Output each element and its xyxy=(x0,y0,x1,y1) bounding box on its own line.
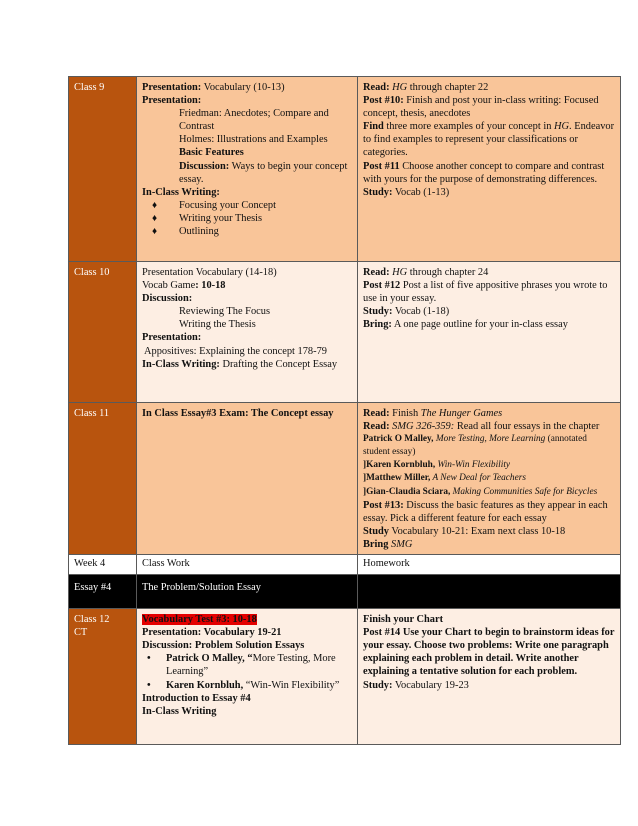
bold-text: Patrick O Malley, xyxy=(363,434,434,445)
text: through chapter 24 xyxy=(407,267,489,278)
bold-text: : 10-18 xyxy=(195,280,226,292)
line xyxy=(363,266,616,279)
text: Vocabulary 19-23 xyxy=(392,679,469,691)
indented-text: Reviewing The Focus xyxy=(179,306,271,318)
italic-text: More Testing, More Learning xyxy=(433,434,546,445)
text: Finish xyxy=(389,408,421,419)
italic-text: Making Communities Safe for Bicycles xyxy=(450,486,598,497)
text: Discuss the basic features as they appear in each essay. Pick a different feature for each essay xyxy=(363,499,608,524)
bold-text: ]Gian-Claudia Sciara, xyxy=(363,486,451,497)
essay-title: The Problem/Solution Essay xyxy=(137,575,358,609)
line xyxy=(142,331,353,344)
list-item xyxy=(142,652,353,678)
homework-cell xyxy=(358,609,621,745)
line xyxy=(363,420,616,433)
line xyxy=(363,279,616,305)
line xyxy=(363,613,616,626)
indented-text: Friedman: Anecdotes; Compare and Contrast xyxy=(179,108,329,133)
bold-text: Basic Features xyxy=(179,147,244,159)
course-schedule-table xyxy=(68,76,621,745)
line xyxy=(142,186,353,199)
table-row xyxy=(69,77,621,262)
bold-text: Presentation: xyxy=(142,82,202,93)
line xyxy=(142,94,353,107)
table-row xyxy=(69,575,621,609)
line: Presentation Vocabulary (14-18) xyxy=(142,267,277,278)
indented-text xyxy=(142,160,353,186)
list-item xyxy=(142,225,353,238)
line xyxy=(142,292,353,305)
essay-label: Essay #4 xyxy=(69,575,137,609)
bold-text: Study: xyxy=(363,186,393,198)
line xyxy=(142,358,353,371)
diamond-bullet-icon: ♦ xyxy=(152,226,158,238)
text: A one page outline for your in-class essay xyxy=(391,319,568,331)
line xyxy=(363,305,616,318)
list-item-text: Outlining xyxy=(179,226,219,238)
text: Vocabulary (10-13) xyxy=(201,82,285,93)
text: Vocab (1-18) xyxy=(392,306,450,318)
bold-text: Bring xyxy=(363,538,389,550)
text: Choose another concept to compare and contrast with yours for the purpose of demonstrating differences. xyxy=(363,160,605,185)
bold-text: In-Class Writing: xyxy=(142,186,220,198)
line xyxy=(142,705,353,718)
line xyxy=(363,407,616,420)
line xyxy=(363,486,616,499)
bold-text: Read: xyxy=(363,408,390,419)
text: through chapter 22 xyxy=(407,82,489,93)
text: Finish and post your in-class writing: Focused concept, thesis, anecdotes xyxy=(363,95,599,120)
class-work-cell xyxy=(137,609,358,745)
bold-text: ]Matthew Miller, xyxy=(363,473,431,484)
line xyxy=(363,81,616,94)
bold-text: Patrick O Malley, “ xyxy=(166,653,253,665)
bold-text: Discussion: xyxy=(142,293,193,305)
list-item-text: Focusing your Concept xyxy=(179,199,276,211)
italic-text: SMG xyxy=(388,538,413,550)
list-item-text: Writing your Thesis xyxy=(179,212,263,224)
bold-text: Presentation: xyxy=(142,95,202,107)
line xyxy=(142,639,353,652)
bold-text: Post #12 xyxy=(363,280,401,292)
italic-text: Win-Win Flexibility xyxy=(435,460,511,471)
line xyxy=(363,433,616,459)
homework-cell xyxy=(358,262,621,403)
bold-text: Read: xyxy=(363,267,390,278)
bold-text: Find xyxy=(363,121,384,133)
bold-text: In-Class Writing: xyxy=(142,358,220,370)
row-label xyxy=(69,609,137,745)
column-header: Class Work xyxy=(137,555,358,575)
text: Vocab Game xyxy=(142,280,196,292)
line xyxy=(142,81,353,94)
bold-text: Study xyxy=(363,525,389,537)
text: Drafting the Concept Essay xyxy=(219,358,338,370)
line xyxy=(363,120,616,159)
text: “Win-Win Flexibility” xyxy=(243,679,340,691)
table-row xyxy=(69,403,621,555)
line xyxy=(363,679,616,692)
indented-text xyxy=(142,146,353,159)
italic-text: HG xyxy=(554,121,570,133)
bold-text: ]Karen Kornbluh, xyxy=(363,460,436,471)
class-work-cell xyxy=(137,262,358,403)
line xyxy=(363,160,616,186)
bold-text: In Class Essay#3 Exam: The Concept essay xyxy=(142,408,334,419)
bold-text: Post #11 xyxy=(363,160,400,172)
row-label-text: Class 11 xyxy=(74,408,110,419)
bold-text: Post #14 Use your Chart to begin to brainstorm ideas for your essay. Choose two problems: Write one paragraph explaining each problem in detail. Write another explaining a tentative solution for each problem. xyxy=(363,627,615,678)
line xyxy=(363,318,616,331)
text: (annotated student essay) xyxy=(363,434,587,458)
line xyxy=(363,472,616,485)
bold-text: Study: xyxy=(363,679,393,691)
list-item xyxy=(142,679,353,692)
italic-text: HG xyxy=(392,82,408,93)
text: Ways to begin your concept essay. xyxy=(179,160,348,185)
row-label-text: Class 12 xyxy=(74,614,110,626)
bold-text: Introduction to Essay #4 xyxy=(142,692,251,704)
text: . Endeavor to find examples to represent your classifications or categories. xyxy=(363,121,615,159)
line xyxy=(142,613,353,626)
list-item xyxy=(142,199,353,212)
line xyxy=(142,692,353,705)
homework-cell xyxy=(358,77,621,262)
class-work-cell xyxy=(137,77,358,262)
bold-text: Presentation: xyxy=(142,332,202,344)
bold-text: Discussion: Problem Solution Essays xyxy=(142,640,305,652)
table-row xyxy=(69,262,621,403)
bullet-icon: • xyxy=(147,679,151,691)
text: More Testing, More Learning” xyxy=(166,653,336,678)
row-label xyxy=(69,77,137,262)
row-label-text: Class 9 xyxy=(74,82,105,93)
list-item-text xyxy=(166,652,353,678)
table-row xyxy=(69,609,621,745)
italic-text: The Hunger Games xyxy=(420,408,503,419)
list-item xyxy=(142,212,353,225)
bold-text: Karen Kornbluh, xyxy=(166,679,244,691)
column-header: Homework xyxy=(358,555,621,575)
homework-cell xyxy=(358,403,621,555)
bold-text: Read: xyxy=(363,82,390,93)
line xyxy=(363,94,616,120)
text: Post a list of five appositive phrases you wrote to use in your essay. xyxy=(363,280,608,305)
line xyxy=(363,459,616,472)
text: three more examples of your concept in xyxy=(383,121,555,133)
bullet-icon: • xyxy=(147,653,151,665)
line xyxy=(363,499,616,525)
line: Appositives: Explaining the concept 178-79 xyxy=(144,345,327,357)
italic-text: HG xyxy=(392,267,408,278)
row-label xyxy=(69,403,137,555)
line xyxy=(363,626,616,678)
week-label: Week 4 xyxy=(69,555,137,575)
row-label xyxy=(69,262,137,403)
indented-text: Writing the Thesis xyxy=(179,319,256,331)
row-label-text: CT xyxy=(74,627,88,639)
bold-text: Post #10: xyxy=(363,95,404,107)
bold-text: In-Class Writing xyxy=(142,705,217,717)
list-item-text xyxy=(166,679,339,692)
bold-text: Finish your Chart xyxy=(363,614,444,626)
diamond-bullet-icon: ♦ xyxy=(152,199,158,211)
diamond-bullet-icon: ♦ xyxy=(152,212,158,224)
bold-text: Presentation: Vocabulary 19-21 xyxy=(142,627,282,639)
bold-text: Discussion: xyxy=(179,160,230,172)
table-row xyxy=(69,555,621,575)
row-label-text: Class 10 xyxy=(74,267,110,278)
line xyxy=(142,407,353,420)
line xyxy=(142,626,353,639)
class-work-cell xyxy=(137,403,358,555)
bold-text: Study: xyxy=(363,306,393,318)
line xyxy=(142,279,353,292)
italic-text: A New Deal for Teachers xyxy=(430,473,526,484)
text: Vocab (1-13) xyxy=(392,186,450,198)
line xyxy=(363,525,616,538)
bold-text: Read: xyxy=(363,421,390,433)
indented-text: Holmes: Illustrations and Examples xyxy=(179,134,328,146)
text: Read all four essays in the chapter xyxy=(454,421,600,433)
text: Vocabulary 10-21: Exam next class 10-18 xyxy=(389,525,566,537)
highlighted-text: Vocabulary Test #3: 10-18 xyxy=(142,614,257,626)
line xyxy=(363,538,616,551)
bold-text: Post #13: xyxy=(363,499,404,511)
italic-text: SMG 326-359: xyxy=(392,421,455,433)
line xyxy=(363,186,616,199)
bold-text: Bring: xyxy=(363,319,392,331)
essay-empty-cell xyxy=(358,575,621,609)
